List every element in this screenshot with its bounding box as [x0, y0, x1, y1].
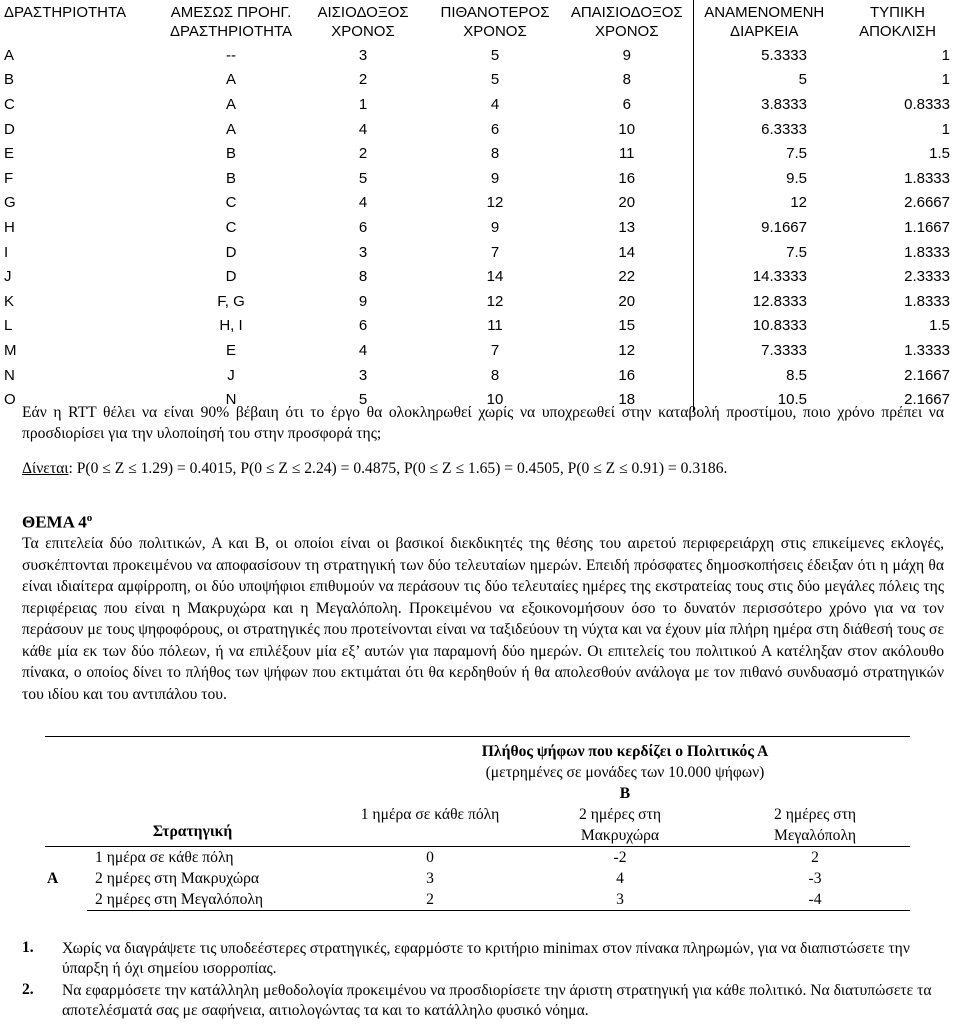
cell-activity: J — [4, 268, 12, 286]
b-strategy-2: 2 ημέρες στη Μακρυχώρα — [579, 806, 661, 844]
cell-pessimistic: 16 — [618, 169, 636, 187]
cell-predecessor: N — [225, 391, 237, 409]
header-std-dev: ΤΥΠΙΚΗ ΑΠΟΚΛΙΣΗ — [859, 4, 936, 40]
cell-optimistic: 5 — [358, 391, 368, 409]
cell-std-dev: 1.1667 — [904, 218, 950, 236]
header-activity: ΔΡΑΣΤΗΡΙΟΤΗΤΑ — [4, 4, 127, 21]
cell-pessimistic: 18 — [618, 391, 636, 409]
cell-expected: 14.3333 — [693, 264, 835, 289]
cell-std-dev: 2.6667 — [904, 194, 950, 212]
header-pessimistic: ΑΠΑΙΣΙΟΔΟΞΟΣ ΧΡΟΝΟΣ — [570, 4, 683, 40]
cell-expected: 12.8333 — [693, 289, 835, 314]
cell-most-likely: 7 — [490, 243, 500, 261]
table-row — [0, 314, 960, 339]
given-line — [22, 458, 944, 479]
cell-activity: L — [4, 317, 13, 335]
cell-pessimistic: 12 — [618, 341, 636, 359]
header-predecessor: ΑΜΕΣΩΣ ΠΡΟΗΓ. ΔΡΑΣΤΗΡΙΟΤΗΤΑ — [169, 4, 293, 40]
table-row — [0, 240, 960, 265]
a-strategy-2: 2 ημέρες στη Μακρυχώρα — [95, 870, 260, 887]
question-paragraph: Εάν η RTT θέλει να είναι 90% βέβαιη ότι το έργο θα ολοκληρωθεί χωρίς να υποχρεωθεί στην καταβολή προστίμου, ποιο χρόνο πρέπει να προσδιορίσει για την υλοποίησή του στην προσφορά της; — [22, 404, 944, 442]
cell-optimistic: 2 — [358, 145, 368, 163]
cell-expected: 9.5 — [693, 166, 835, 191]
cell-most-likely: 8 — [490, 366, 500, 384]
cell-std-dev: 1.5 — [929, 145, 950, 163]
cell-pessimistic: 20 — [618, 194, 636, 212]
cell-activity: D — [4, 120, 15, 138]
cell-pessimistic: 22 — [618, 268, 636, 286]
cell-optimistic: 6 — [358, 218, 368, 236]
a-row-2 — [45, 868, 910, 889]
cell-activity: O — [4, 391, 16, 409]
cell-std-dev: 1.3333 — [904, 341, 950, 359]
cell-activity: F — [4, 169, 14, 187]
cell-std-dev: 1.8333 — [904, 169, 950, 187]
cell-expected: 10.8333 — [693, 314, 835, 339]
cell-expected: 8.5 — [693, 363, 835, 388]
cell-most-likely: 10 — [486, 391, 504, 409]
given-label: Δίνεται — [22, 460, 69, 477]
cell-std-dev: 0.8333 — [904, 95, 950, 113]
cell-optimistic: 3 — [358, 46, 368, 64]
table-row — [0, 338, 960, 363]
cell-optimistic: 9 — [358, 292, 368, 310]
cell-predecessor: D — [225, 268, 237, 286]
payoff-cell: -2 — [520, 847, 720, 869]
cell-predecessor: B — [225, 169, 236, 187]
a-row-3 — [45, 889, 910, 911]
cell-predecessor: D — [225, 243, 237, 261]
cell-pessimistic: 10 — [618, 120, 636, 138]
cell-pessimistic: 13 — [618, 218, 636, 236]
cell-expected: 7.5 — [693, 240, 835, 265]
cell-expected: 12 — [693, 191, 835, 216]
player-a-label: Α — [45, 847, 87, 911]
payoff-cell: 4 — [616, 870, 624, 887]
cell-most-likely: 9 — [490, 169, 500, 187]
cell-most-likely: 9 — [490, 218, 500, 236]
payoff-cell: -4 — [720, 889, 910, 911]
cell-activity: B — [4, 71, 15, 89]
cell-activity: C — [4, 95, 15, 113]
player-b-label: Β — [619, 785, 631, 802]
cell-most-likely: 7 — [490, 341, 500, 359]
cell-activity: I — [4, 243, 9, 261]
cell-pessimistic: 9 — [622, 46, 631, 64]
payoff-table — [45, 736, 910, 911]
table-row — [0, 68, 960, 93]
payoff-subtitle: (μετρημένες σε μονάδες των 10.000 ψήφων) — [485, 764, 765, 781]
cell-activity: M — [4, 341, 17, 359]
table-row — [0, 92, 960, 117]
cell-pessimistic: 14 — [618, 243, 636, 261]
cell-predecessor: A — [225, 71, 236, 89]
header-optimistic: ΑΙΣΙΟΔΟΞΟΣ ΧΡΟΝΟΣ — [317, 4, 409, 40]
cell-activity: K — [4, 292, 15, 310]
cell-predecessor: C — [225, 218, 237, 236]
cell-std-dev: 1 — [941, 71, 950, 89]
cell-predecessor: F, G — [217, 292, 245, 310]
cell-optimistic: 3 — [358, 366, 368, 384]
cell-std-dev: 1.8333 — [904, 292, 950, 310]
cell-most-likely: 14 — [486, 268, 504, 286]
cell-std-dev: 1 — [941, 46, 950, 64]
payoff-title-row — [45, 737, 910, 763]
cell-predecessor: C — [225, 194, 237, 212]
cell-predecessor: E — [225, 341, 236, 359]
cell-predecessor: -- — [226, 46, 236, 64]
payoff-cell: 2 — [340, 889, 520, 911]
cell-most-likely: 5 — [490, 71, 500, 89]
cell-optimistic: 5 — [358, 169, 368, 187]
table-header-row — [0, 0, 960, 43]
theme-paragraph: Τα επιτελεία δύο πολιτικών, Α και Β, οι οποίοι είναι οι βασικοί διεκδικητές της θέσης του αιρετού περιφερειάρχη στις επικείμενες εκλογές, συσκέπτονται προκειμένου να αποφασίσουν τη στρατηγική των δύο τελευταίων ημερών. Επειδή πρόσφατες δημοσκοπήσεις έδειξαν ότι η μάχη θα είναι ιδιαίτερα αμφίρροπη, οι δύο υποψήφιοι επιθυμούν να περάσουν τις δύο τελευταίες ημέρες της εκστρατείας τους στις δύο μεγάλες πόλεις της περιφέρειας που είναι η Μακρυχώρα και η Μεγαλόπολη. Προκειμένου να εξοικονομήσουν όσο το δυνατόν περισσότερο χρόνο για να τον περάσουν με τους ψηφοφόρους, οι στρατηγικές που προτείνονται είναι να ταξιδεύουν τη νύχτα και να έχουν μία πλήρη ημέρα στη διάθεσή τους σε κάθε μία εκ των δύο πόλεων, ή να επιλέξουν μία εξ’ αυτών για παραμονή δύο ημερών. Οι επιτελείς του πολιτικού Α κατέληξαν στον ακόλουθο πίνακα, ο οποίος δίνει το πλήθος των ψήφων που εκτιμάται ότι θα κερδηθούν ή θα απολεσθούν ανάλογα με τον πιθανό συνδυασμό στρατηγικών του ιδίου και του αντιπάλου του. — [22, 535, 944, 703]
cell-expected: 9.1667 — [693, 215, 835, 240]
payoff-cell: 3 — [520, 889, 720, 911]
a-strategy-1: 1 ημέρα σε κάθε πόλη — [87, 847, 340, 869]
cell-predecessor: B — [225, 145, 236, 163]
table-row — [0, 166, 960, 191]
activity-table — [0, 0, 960, 412]
question-1-number: 1. — [22, 939, 34, 956]
cell-expected: 7.3333 — [693, 338, 835, 363]
header-expected: ΑΝΑΜΕΝΟΜΕΝΗ ΔΙΑΡΚΕΙΑ — [693, 0, 835, 43]
payoff-cell: -3 — [808, 870, 822, 887]
b-strategy-3: 2 ημέρες στη Μεγαλόπολη — [773, 806, 857, 844]
cell-std-dev: 2.1667 — [904, 391, 950, 409]
cell-expected: 6.3333 — [693, 117, 835, 142]
cell-most-likely: 5 — [490, 46, 500, 64]
table-row — [0, 43, 960, 68]
given-values: : P(0 ≤ Z ≤ 1.29) = 0.4015, P(0 ≤ Z ≤ 2.24) = 0.4875, P(0 ≤ Z ≤ 1.65) = 0.4505, P(0 ≤ Z ≤ 0.91) = 0.3186. — [68, 460, 728, 477]
cell-most-likely: 12 — [486, 194, 504, 212]
cell-pessimistic: 8 — [622, 71, 631, 89]
cell-optimistic: 4 — [358, 194, 368, 212]
cell-most-likely: 11 — [487, 317, 503, 335]
cell-activity: G — [4, 194, 16, 212]
cell-pessimistic: 15 — [618, 317, 636, 335]
cell-most-likely: 12 — [486, 292, 504, 310]
cell-optimistic: 4 — [358, 341, 368, 359]
cell-most-likely: 6 — [490, 120, 500, 138]
cell-expected: 5.3333 — [693, 43, 835, 68]
cell-predecessor: A — [225, 120, 236, 138]
cell-expected: 7.5 — [693, 141, 835, 166]
table-row — [0, 191, 960, 216]
payoff-title: Πλήθος ψήφων που κερδίζει ο Πολιτικός Α — [340, 737, 910, 763]
payoff-cell: 2 — [720, 847, 910, 869]
table-row — [0, 141, 960, 166]
payoff-cell: 3 — [426, 870, 434, 887]
cell-predecessor: A — [225, 95, 236, 113]
theme-title: ΘΕΜΑ $4^o$ — [22, 512, 93, 532]
cell-expected: 5 — [693, 68, 835, 93]
cell-std-dev: 1.5 — [929, 317, 950, 335]
cell-most-likely: 8 — [490, 145, 500, 163]
table-row — [0, 117, 960, 142]
cell-optimistic: 3 — [358, 243, 368, 261]
cell-optimistic: 8 — [358, 268, 368, 286]
question-1-text: Χωρίς να διαγράψετε τις υποδεέστερες στρατηγικές, εφαρμόστε το κριτήριο minimax στον πίνακα πληρωμών, για να διαπιστώσετε την ύπαρξη ή όχι σημείου ισορροπίας. — [62, 940, 910, 977]
cell-activity: E — [4, 145, 15, 163]
cell-predecessor: J — [227, 366, 235, 384]
cell-predecessor: H, I — [219, 317, 243, 335]
payoff-cell: 0 — [340, 847, 520, 869]
cell-optimistic: 6 — [358, 317, 368, 335]
table-row — [0, 215, 960, 240]
header-most-likely: ΠΙΘΑΝΟΤΕΡΟΣ ΧΡΟΝΟΣ — [440, 4, 550, 40]
cell-std-dev: 2.3333 — [904, 268, 950, 286]
cell-optimistic: 2 — [358, 71, 368, 89]
table-row — [0, 363, 960, 388]
cell-optimistic: 1 — [358, 95, 368, 113]
cell-activity: H — [4, 218, 15, 236]
strategy-label: Στρατηγική — [45, 737, 340, 847]
question-2-text: Να εφαρμόσετε την κατάλληλη μεθοδολογία προκειμένου να προσδιορίσετε την άριστη στρατηγική για κάθε πολιτικό. Να διατυπώσετε τα αποτελέσματά σας με σαφήνεια, αιτιολογώντας τα και το κατάλληλο φυσικό νόημα. — [62, 982, 932, 1019]
cell-most-likely: 4 — [490, 95, 500, 113]
b-strategy-1: 1 ημέρα σε κάθε πόλη — [360, 806, 500, 823]
cell-pessimistic: 11 — [618, 145, 635, 163]
table-row — [0, 264, 960, 289]
cell-expected: 3.8333 — [693, 92, 835, 117]
cell-pessimistic: 16 — [618, 366, 636, 384]
cell-pessimistic: 20 — [618, 292, 636, 310]
cell-std-dev: 1.8333 — [904, 243, 950, 261]
cell-expected: 10.5 — [693, 387, 835, 412]
cell-activity: A — [4, 46, 15, 64]
question-2-number: 2. — [22, 981, 34, 998]
cell-optimistic: 4 — [358, 120, 368, 138]
a-strategy-3: 2 ημέρες στη Μεγαλόπολη — [87, 889, 340, 911]
cell-std-dev: 2.1667 — [904, 366, 950, 384]
table-row — [0, 289, 960, 314]
cell-activity: N — [4, 366, 15, 384]
a-row-1 — [45, 847, 910, 869]
cell-pessimistic: 6 — [622, 95, 631, 113]
cell-std-dev: 1 — [941, 120, 950, 138]
